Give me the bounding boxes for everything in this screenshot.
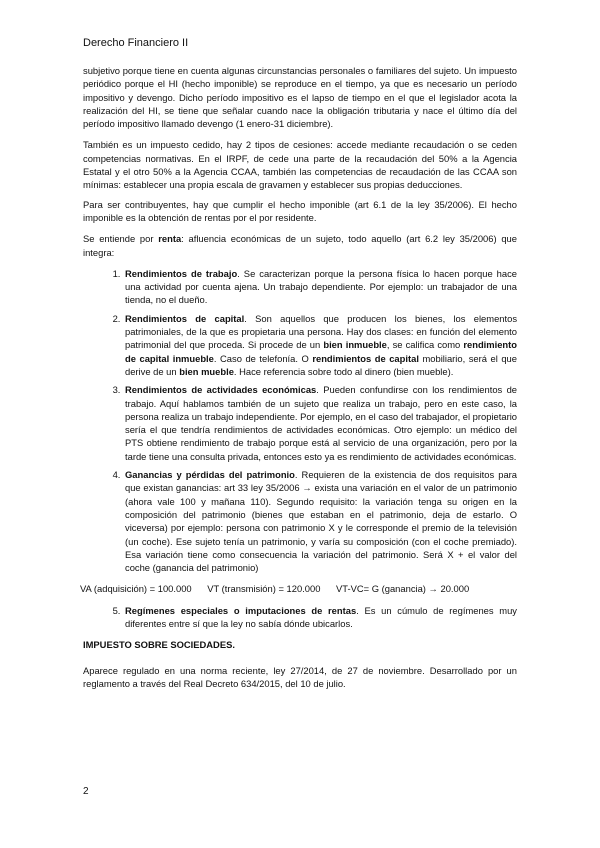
formula-line: VA (adquisición) = 100.000 VT (transmisión) = 120.000 VT-VC= G (ganancia) → 20.000	[80, 583, 470, 595]
renta-list-continued	[83, 604, 517, 631]
list-item-rendimientos-capital: 2. Rendimientos de capital. Son aquellos que producen los bienes, los elementos patrimoniales, de la que es propietaria una persona. Hay dos clases: en función del elemento patrimonial del que proceda. Si procede de un bien inmueble, se califica como rendimiento de capital inmueble. Caso de telefonía. O rendimientos de capital mobiliario, será el que derive de un bien mueble. Hace referencia sobre todo al dinero (bien mueble).	[123, 312, 517, 378]
paragraph-impuesto-periodico: subjetivo porque tiene en cuenta algunas circunstancias personales o familiares del sujeto. Un impuesto periódico porque el HI (hecho imponible) se reproduce en el tiempo, ya que es necesario un período impositivo y devengo. Dicho período impositivo es el lapso de tiempo en el que el legislador acota la realización del HI, se tiene que señalar cuando nace la obligación tributaria y nace el último día del período impositivo llamado devengo (1 enero-31 diciembre).	[83, 65, 517, 130]
document-body	[80, 64, 518, 698]
page-header: Derecho Financiero II	[83, 37, 189, 49]
list-item-rendimientos-trabajo: 1. Rendimientos de trabajo. Se caracterizan porque la persona física lo hacen porque hace una actividad por cuenta ajena. Un trabajo dependiente. Por ejemplo: un trabajador de una tienda, no el dueño.	[123, 267, 517, 307]
paragraph-sociedades: Aparece regulado en una norma reciente, ley 27/2014, de 27 de noviembre. Desarrollado por un reglamento a través del Real Decreto 634/2015, del 10 de julio.	[83, 664, 517, 689]
list-item-regimenes-especiales: 5. Regímenes especiales o imputaciones de rentas. Es un cúmulo de regímenes muy diferentes entre sí que la ley no sabía dónde ubicarlos.	[123, 604, 517, 631]
renta-list	[83, 267, 517, 575]
list-item-actividades-economicas: 3. Rendimientos de actividades económicas. Pueden confundirse con los rendimientos de trabajo. Aquí hablamos también de un sujeto que realiza un trabajo, pero en este caso, la persona realiza un trabajo independiente. Por ejemplo, en el caso del trabajador, el propietario sería el que tendría rendimientos de actividades económicas. Otro ejemplo: un médico del PTS obtiene rendimiento de trabajo porque está al servicio de una organización, pero por la tarde tiene una consulta privada, entonces esto ya es rendimiento de actividades económicas.	[123, 383, 517, 463]
paragraph-contribuyentes: Para ser contribuyentes, hay que cumplir el hecho imponible (art 6.1 de la ley 35/2006). El hecho imponible es la obtención de rentas por el por residente.	[83, 198, 517, 223]
paragraph-renta-definition: Se entiende por renta: afluencia económicas de un sujeto, todo aquello (art 6.2 ley 35/2006) que integra:	[83, 233, 517, 258]
paragraph-impuesto-cedido: También es un impuesto cedido, hay 2 tipos de cesiones: accede mediante recaudación o se ceden competencias normativas. En el IRPF, de cede una parte de la recaudación del 50% a la Agencia Estatal y el otro 50% a la Agencia CCAA, también las competencias de recaudación de las CCAA son mínimas: establecer una propia escala de gravamen y establecer sus propias deducciones.	[83, 139, 517, 191]
page-number: 2	[83, 786, 89, 797]
list-item-ganancias-perdidas: 4. Ganancias y pérdidas del patrimonio. Requieren de la existencia de dos requisitos para que existan ganancias: art 33 ley 35/2006 → exista una variación en el valor de un patrimonio (ahora vale 100 y mañana 110). Segundo requisito: la variación tenga su origen en la composición del patrimonio (bienes que estaban en el patrimonio, deja de estarlo. O viceversa) por ejemplo: persona con patrimonio X y le corresponde el premio de la televisión (un coche). Ese sujeto tenía un patrimonio, y varía su composición (con el coche premiado). Esa variación tiene como consecuencia la variación del patrimonio. Será X + el valor del coche (ganancia del patrimonio)	[123, 468, 517, 574]
section-heading-sociedades: IMPUESTO SOBRE SOCIEDADES.	[83, 639, 235, 651]
